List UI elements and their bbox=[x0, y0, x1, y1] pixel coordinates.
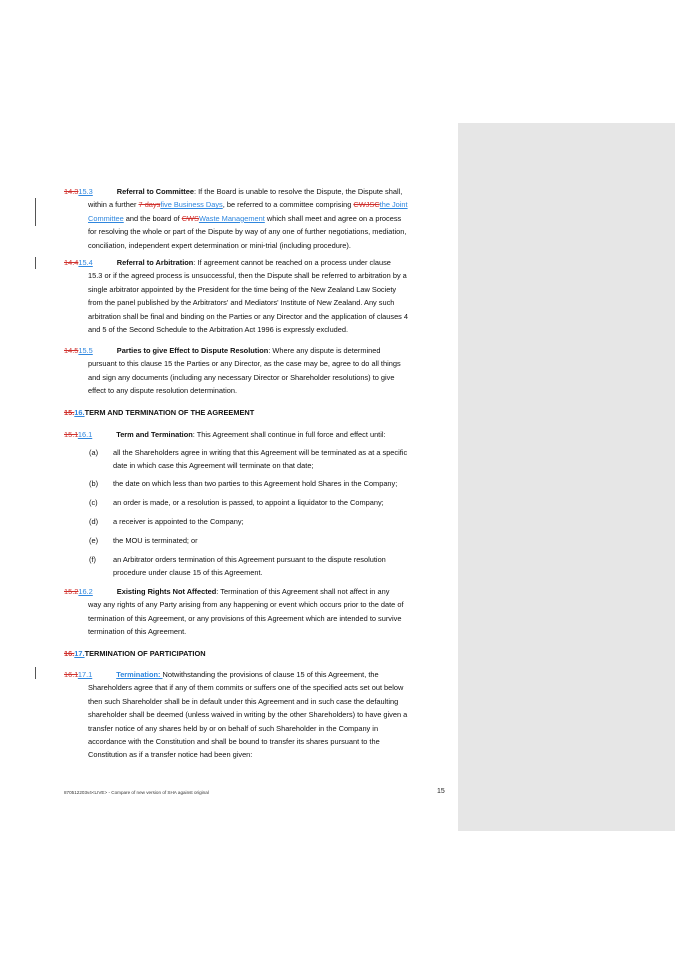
inserted-text: five Business Days bbox=[160, 200, 223, 210]
clause-16-1 bbox=[64, 428, 454, 441]
clause-text: termination of this Agreement, or any provisions of this Agreement which are intended to survive bbox=[88, 613, 402, 623]
list-item bbox=[89, 553, 449, 580]
clause-text: and sign any documents (including any necessary Director or Shareholder resolutions) to give bbox=[88, 372, 395, 382]
list-label: (e) bbox=[89, 536, 99, 545]
clause-text: pursuant to this clause 15 the Parties or any Director, as the case may be, agree to do all things bbox=[88, 359, 401, 369]
clause-text: way any rights of any Party arising from any happening or event which occurs prior to the date of bbox=[88, 600, 404, 610]
clause-text: Constitution as if a transfer notice had been given: bbox=[88, 750, 253, 760]
inserted-number: 15.4 bbox=[78, 258, 93, 267]
deleted-number: 15. bbox=[64, 408, 75, 417]
list-text: a receiver is appointed to the Company; bbox=[113, 517, 244, 526]
clause-title: Referral to Committee bbox=[116, 187, 194, 196]
list-text: date in which case this Agreement will terminate on that date; bbox=[113, 461, 314, 471]
clause-15-5 bbox=[64, 344, 454, 398]
clause-title: Existing Rights Not Affected bbox=[116, 587, 217, 596]
deleted-text: CWS bbox=[181, 213, 199, 223]
list-text: an Arbitrator orders termination of this Agreement pursuant to the dispute resolution bbox=[113, 555, 386, 564]
heading-title: TERM AND TERMINATION OF THE AGREEMENT bbox=[84, 408, 255, 417]
deleted-number: 16.1 bbox=[64, 670, 78, 679]
clause-15-4 bbox=[64, 256, 454, 336]
inserted-number: 17.1 bbox=[77, 670, 93, 679]
clause-text: : This Agreement shall continue in full force and effect until: bbox=[192, 430, 386, 439]
deleted-text: 7 days bbox=[138, 200, 161, 210]
clause-text: from the panel published by the Arbitrators' and Mediators' Institute of New Zealand. Any such bbox=[88, 298, 395, 308]
clause-text: then such Shareholder shall be in default under this Agreement and in such case the defaulting bbox=[88, 696, 399, 706]
inserted-text: Committee bbox=[88, 213, 124, 223]
list-item bbox=[89, 446, 449, 473]
list-text: procedure under clause 15 of this Agreement. bbox=[113, 568, 263, 578]
clause-text: Notwithstanding the provisions of clause 15 of this Agreement, the bbox=[162, 670, 379, 679]
section-heading-16 bbox=[64, 406, 454, 419]
clause-text: Shareholders agree that if any of them commits or suffers one of the specified acts set out below bbox=[88, 683, 404, 693]
heading-title: TERMINATION OF PARTICIPATION bbox=[84, 649, 206, 658]
clause-text: : Where any dispute is determined bbox=[268, 346, 381, 355]
inserted-text: the Joint bbox=[379, 200, 408, 210]
clause-text: 15.3 or if the agreed process is unsuccessful, then the Dispute shall be referred to arbitration by a bbox=[88, 271, 407, 281]
deleted-number: 14.4 bbox=[64, 258, 79, 267]
list-item bbox=[89, 515, 449, 528]
clause-text: single arbitrator appointed by the President for the time being of the New Zealand Law Society bbox=[88, 284, 397, 294]
list-text: the MOU is terminated; or bbox=[113, 536, 198, 545]
clause-text: for resolving the whole or part of the Dispute by way of any one of further negotiations, mediation, bbox=[88, 227, 407, 237]
clause-text: accordance with the Constitution and shall be bound to transfer its shares pursuant to the bbox=[88, 737, 380, 747]
inserted-text: Waste Management bbox=[198, 213, 265, 223]
clause-text: and the board of bbox=[123, 213, 182, 223]
clause-title: Referral to Arbitration bbox=[116, 258, 194, 267]
clause-text: , be referred to a committee comprising bbox=[222, 200, 354, 210]
list-text: the date on which less than two parties to this Agreement hold Shares in the Company; bbox=[113, 479, 398, 488]
deleted-number: 14.5 bbox=[64, 346, 79, 355]
list-text: all the Shareholders agree in writing that this Agreement will be terminated as at a specific bbox=[113, 448, 408, 457]
clause-text: which shall meet and agree on a process bbox=[264, 213, 402, 223]
clause-text: : If the Board is unable to resolve the Dispute, the Dispute shall, bbox=[194, 187, 403, 196]
comment-pane bbox=[458, 123, 675, 831]
inserted-number: 17. bbox=[74, 649, 85, 658]
list-label: (b) bbox=[89, 479, 99, 488]
deleted-number: 15.1 bbox=[64, 430, 78, 439]
deleted-number: 16. bbox=[64, 649, 75, 658]
deleted-text: CWJSC bbox=[353, 200, 380, 210]
inserted-number: 16. bbox=[74, 408, 85, 417]
inserted-number: 16.2 bbox=[78, 587, 93, 596]
deleted-number: 14.3 bbox=[64, 187, 79, 196]
clause-text: arbitration shall be final and binding on the Parties or any Director and the application of clauses 4 bbox=[88, 311, 409, 321]
list-label: (f) bbox=[89, 555, 96, 564]
list-label: (d) bbox=[89, 517, 99, 526]
clause-text: within a further bbox=[88, 200, 139, 210]
clause-15-3 bbox=[64, 185, 454, 252]
inserted-number: 16.1 bbox=[77, 430, 93, 439]
clause-title: Parties to give Effect to Dispute Resolution bbox=[116, 346, 269, 355]
list-item bbox=[89, 534, 449, 547]
list-label: (a) bbox=[89, 448, 99, 457]
clause-text: transfer notice of any shares held by or on behalf of such Shareholder in the Company in bbox=[88, 723, 379, 733]
clause-text: : Termination of this Agreement shall not affect in any bbox=[216, 587, 390, 596]
inserted-number: 15.3 bbox=[78, 187, 93, 196]
clause-17-1 bbox=[64, 668, 454, 762]
clause-title: Term and Termination bbox=[116, 430, 193, 439]
list-item bbox=[89, 477, 449, 490]
clause-text: effect to any dispute resolution determination. bbox=[88, 386, 237, 396]
inserted-number: 15.5 bbox=[78, 346, 93, 355]
clause-text: conciliation, independent expert determination or mini-trial (including procedure). bbox=[88, 240, 351, 250]
clause-text: and 5 of the Second Schedule to the Arbitration Act 1996 is expressly excluded. bbox=[88, 325, 349, 335]
section-heading-17 bbox=[64, 647, 454, 660]
footer-doc-ref: 870512203v4<LIVE> - Compare of new version of SHA against original bbox=[64, 790, 209, 795]
deleted-number: 15.2 bbox=[64, 587, 79, 596]
clause-text: shareholder shall be deemed (unless waived in writing by the other Shareholders) to have given a bbox=[88, 710, 408, 720]
list-text: an order is made, or a resolution is passed, to appoint a liquidator to the Company; bbox=[113, 498, 384, 507]
clause-16-2 bbox=[64, 585, 454, 639]
clause-title: Termination: bbox=[116, 670, 163, 679]
page-number: 15 bbox=[437, 788, 445, 795]
list-item bbox=[89, 496, 449, 509]
clause-text: : If agreement cannot be reached on a process under clause bbox=[193, 258, 391, 267]
clause-text: termination of this Agreement. bbox=[88, 627, 187, 637]
list-label: (c) bbox=[89, 498, 98, 507]
